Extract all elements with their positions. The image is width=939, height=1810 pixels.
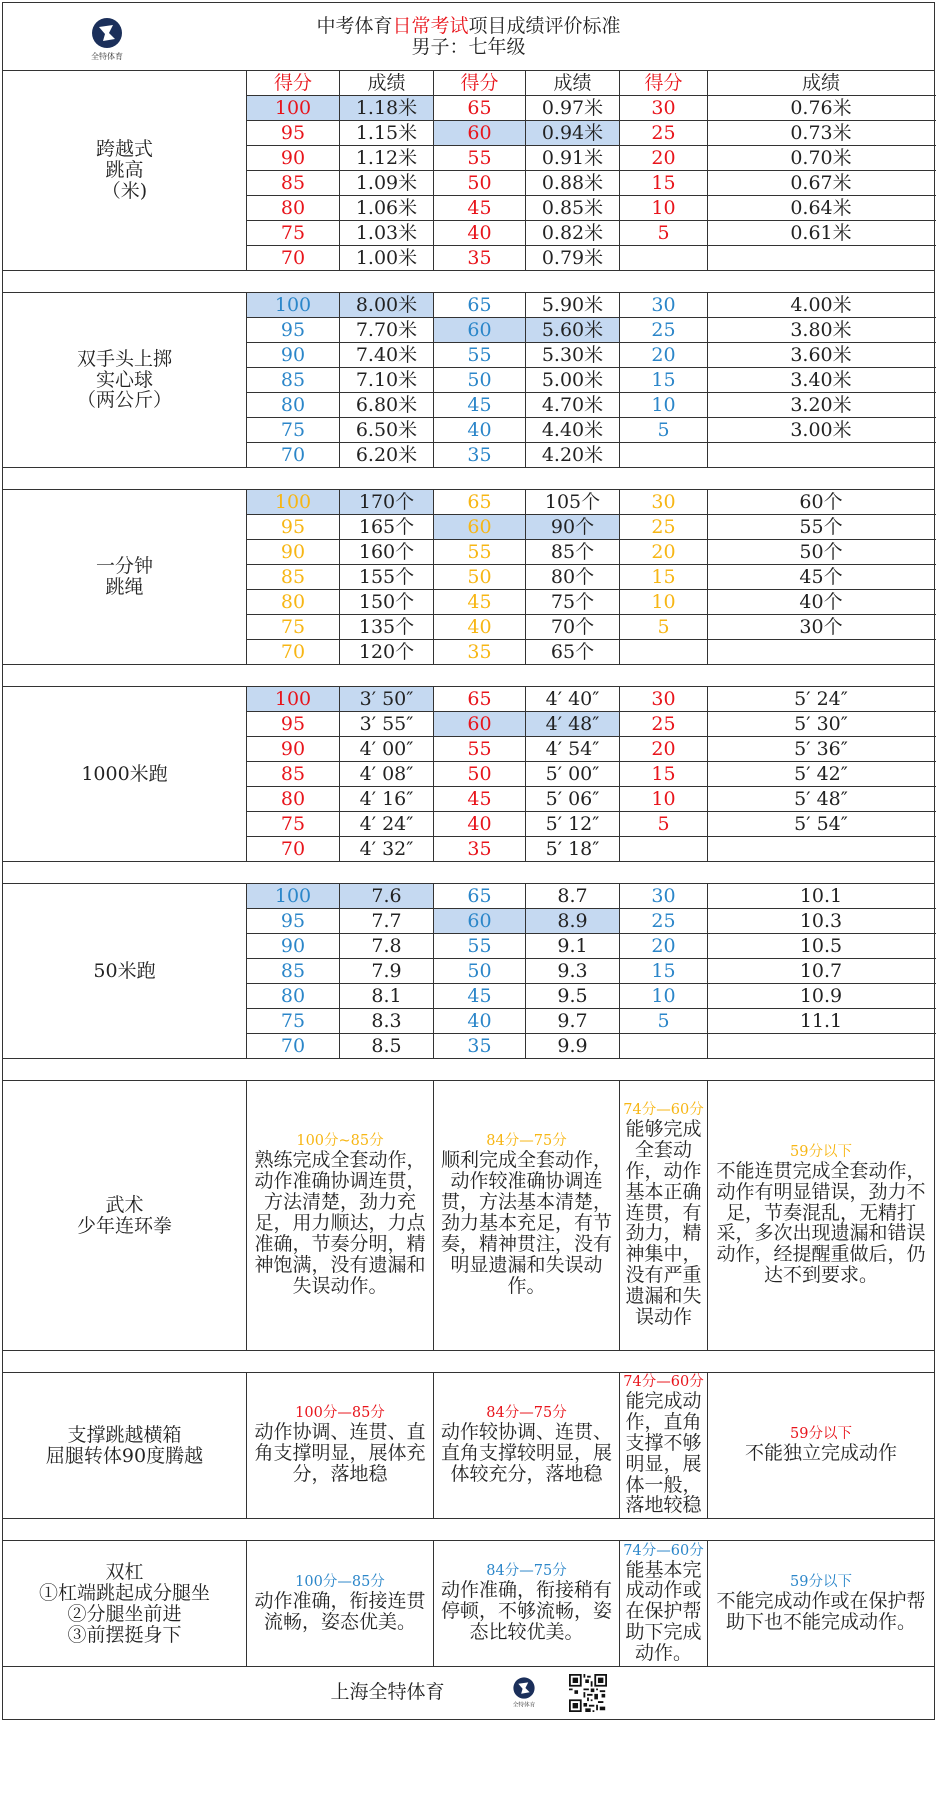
score-cell: 20 (620, 934, 708, 959)
grade-description (434, 1541, 620, 1667)
score-cell: 95 (247, 121, 340, 146)
result-cell: 0.91米 (526, 146, 620, 171)
brand-logo-icon (83, 15, 131, 65)
score-cell: 90 (247, 737, 340, 762)
event-label: 50米跑 (3, 884, 247, 1059)
grade-description (434, 1081, 620, 1351)
score-cell: 100 (247, 96, 340, 121)
score-header: 得分 (434, 71, 526, 96)
result-cell: 9.7 (526, 1009, 620, 1034)
section-spacer (3, 468, 935, 490)
result-cell: 4.70米 (526, 393, 620, 418)
result-cell: 75个 (526, 590, 620, 615)
result-cell: 4′ 54″ (526, 737, 620, 762)
result-cell: 65个 (526, 640, 620, 665)
result-cell: 0.64米 (708, 196, 935, 221)
result-cell: 55个 (708, 515, 935, 540)
score-cell (620, 246, 708, 271)
score-cell (620, 640, 708, 665)
score-cell: 90 (247, 934, 340, 959)
result-cell: 4′ 24″ (340, 812, 434, 837)
score-cell: 40 (434, 812, 526, 837)
result-cell: 1.18米 (340, 96, 434, 121)
score-cell: 55 (434, 737, 526, 762)
grade-description (708, 1541, 935, 1667)
event-label: 支撑跳越横箱 屈腿转体90度腾越 (3, 1373, 247, 1519)
score-cell: 35 (434, 246, 526, 271)
score-cell: 60 (434, 318, 526, 343)
grade-text: 能够完成全套动作，动作基本正确连贯，有劲力，精神集中，没有严重遗漏和失误动作 (625, 1118, 702, 1329)
result-cell: 5′ 18″ (526, 837, 620, 862)
grade-text: 顺利完成全套动作，动作较准确协调连贯，方法基本清楚，劲力基本充足，有节奏，精神贯注，没有明显遗漏和失误动作。 (440, 1149, 612, 1297)
score-cell (620, 443, 708, 468)
score-cell: 25 (620, 515, 708, 540)
result-cell: 80个 (526, 565, 620, 590)
score-cell: 45 (434, 787, 526, 812)
brand-logo-icon (507, 1675, 541, 1711)
score-cell: 80 (247, 787, 340, 812)
table-row (3, 884, 935, 909)
result-cell: 6.20米 (340, 443, 434, 468)
grade-range: 100分—85分 (295, 1405, 385, 1422)
result-cell: 90个 (526, 515, 620, 540)
result-cell: 4.20米 (526, 443, 620, 468)
grade-description (620, 1541, 708, 1667)
result-cell (708, 640, 935, 665)
result-cell: 8.7 (526, 884, 620, 909)
spacer-cell (3, 862, 935, 884)
result-cell: 10.3 (708, 909, 935, 934)
result-cell: 1.06米 (340, 196, 434, 221)
score-cell: 40 (434, 418, 526, 443)
event-label: 双杠 ①杠端跳起成分腿坐 ②分腿坐前进 ③前摆挺身下 (3, 1541, 247, 1667)
result-cell: 0.85米 (526, 196, 620, 221)
result-cell: 3.00米 (708, 418, 935, 443)
grade-range: 100分~85分 (296, 1133, 384, 1150)
score-cell: 85 (247, 368, 340, 393)
result-cell: 7.40米 (340, 343, 434, 368)
result-cell: 4′ 00″ (340, 737, 434, 762)
score-header: 得分 (247, 71, 340, 96)
result-cell: 0.79米 (526, 246, 620, 271)
page-header (3, 3, 935, 71)
grade-description (708, 1373, 935, 1519)
event-label: 一分钟 跳绳 (3, 490, 247, 665)
score-cell: 55 (434, 934, 526, 959)
result-header: 成绩 (340, 71, 434, 96)
score-cell: 5 (620, 418, 708, 443)
score-cell: 30 (620, 884, 708, 909)
score-cell: 25 (620, 121, 708, 146)
score-cell: 65 (434, 490, 526, 515)
result-cell: 1.12米 (340, 146, 434, 171)
score-cell: 35 (434, 443, 526, 468)
score-cell: 5 (620, 812, 708, 837)
svg-text:全特体育: 全特体育 (512, 1702, 535, 1709)
result-cell: 0.94米 (526, 121, 620, 146)
result-cell (708, 246, 935, 271)
grade-description (247, 1373, 434, 1519)
spacer-cell (3, 271, 935, 293)
score-cell: 5 (620, 1009, 708, 1034)
result-cell: 0.67米 (708, 171, 935, 196)
result-cell: 4′ 08″ (340, 762, 434, 787)
grade-text: 熟练完成全套动作，动作准确协调连贯，方法清楚，劲力充足，用力顺达，力点准确，节奏分明，精神饱满，没有遗漏和失误动作。 (254, 1149, 426, 1297)
result-cell: 150个 (340, 590, 434, 615)
score-cell: 80 (247, 196, 340, 221)
result-cell: 85个 (526, 540, 620, 565)
score-cell: 45 (434, 393, 526, 418)
score-cell: 15 (620, 171, 708, 196)
result-cell: 8.1 (340, 984, 434, 1009)
grade-text: 能基本完成动作或在保护帮助下完成动作。 (625, 1558, 702, 1665)
score-cell: 60 (434, 121, 526, 146)
result-cell: 5′ 36″ (708, 737, 935, 762)
score-cell: 50 (434, 959, 526, 984)
score-cell: 100 (247, 490, 340, 515)
page-footer (3, 1667, 935, 1720)
score-cell: 65 (434, 884, 526, 909)
score-cell: 45 (434, 590, 526, 615)
score-cell: 15 (620, 368, 708, 393)
score-cell: 80 (247, 393, 340, 418)
grade-range: 100分—85分 (295, 1573, 385, 1590)
score-cell: 30 (620, 687, 708, 712)
result-cell: 8.00米 (340, 293, 434, 318)
result-cell: 5′ 54″ (708, 812, 935, 837)
grade-text: 动作准确，衔接连贯流畅，姿态优美。 (254, 1589, 426, 1633)
score-cell: 30 (620, 293, 708, 318)
result-cell: 9.1 (526, 934, 620, 959)
result-cell: 40个 (708, 590, 935, 615)
svg-text:全特体育: 全特体育 (91, 52, 123, 61)
spacer-cell (3, 468, 935, 490)
score-cell: 95 (247, 318, 340, 343)
grade-range: 74分—60分 (623, 1374, 704, 1390)
score-cell: 50 (434, 565, 526, 590)
result-cell: 0.73米 (708, 121, 935, 146)
grade-text: 动作协调、连贯、直角支撑明显，展体充分，落地稳 (254, 1421, 426, 1486)
result-cell: 7.6 (340, 884, 434, 909)
grade-range: 59分以下 (790, 1573, 852, 1590)
result-cell: 135个 (340, 615, 434, 640)
score-cell: 25 (620, 909, 708, 934)
score-cell: 35 (434, 640, 526, 665)
event-label: 双手头上掷 实心球 （两公斤） (3, 293, 247, 468)
result-cell: 3.40米 (708, 368, 935, 393)
result-cell: 9.3 (526, 959, 620, 984)
result-cell: 105个 (526, 490, 620, 515)
result-cell: 45个 (708, 565, 935, 590)
score-cell: 100 (247, 884, 340, 909)
score-cell: 75 (247, 221, 340, 246)
result-cell: 0.61米 (708, 221, 935, 246)
score-cell: 60 (434, 515, 526, 540)
result-header: 成绩 (526, 71, 620, 96)
score-cell: 55 (434, 540, 526, 565)
section-spacer (3, 1519, 935, 1541)
score-cell: 10 (620, 393, 708, 418)
result-cell: 155个 (340, 565, 434, 590)
score-header: 得分 (620, 71, 708, 96)
score-cell: 75 (247, 1009, 340, 1034)
page-subtitle: 男子：七年级 (411, 35, 526, 58)
score-standard-sheet (2, 2, 934, 1720)
score-cell: 25 (620, 712, 708, 737)
score-cell (620, 1034, 708, 1059)
grade-range: 74分—60分 (623, 1102, 704, 1119)
result-cell: 4′ 16″ (340, 787, 434, 812)
result-cell: 5′ 24″ (708, 687, 935, 712)
score-cell: 60 (434, 909, 526, 934)
skill-row (3, 1081, 935, 1351)
grade-text: 不能独立完成动作 (744, 1442, 897, 1465)
result-cell: 4′ 40″ (526, 687, 620, 712)
score-cell: 20 (620, 146, 708, 171)
result-cell: 5.60米 (526, 318, 620, 343)
grade-range: 84分—75分 (486, 1133, 567, 1150)
result-header: 成绩 (708, 71, 935, 96)
result-cell: 70个 (526, 615, 620, 640)
result-cell: 5.90米 (526, 293, 620, 318)
result-cell: 0.76米 (708, 96, 935, 121)
score-cell: 15 (620, 762, 708, 787)
score-cell: 45 (434, 984, 526, 1009)
spacer-cell (3, 1351, 935, 1373)
grade-description (620, 1373, 708, 1519)
section-spacer (3, 1059, 935, 1081)
result-cell: 6.80米 (340, 393, 434, 418)
grade-range: 84分—75分 (486, 1405, 567, 1422)
table-row (3, 687, 935, 712)
grade-description (708, 1081, 935, 1351)
score-cell: 85 (247, 762, 340, 787)
score-cell: 45 (434, 196, 526, 221)
score-cell: 40 (434, 1009, 526, 1034)
result-cell: 3.60米 (708, 343, 935, 368)
score-cell: 65 (434, 96, 526, 121)
score-cell: 85 (247, 565, 340, 590)
result-cell: 8.9 (526, 909, 620, 934)
result-cell: 5′ 00″ (526, 762, 620, 787)
result-cell: 170个 (340, 490, 434, 515)
result-cell: 7.7 (340, 909, 434, 934)
result-cell: 0.82米 (526, 221, 620, 246)
score-cell: 30 (620, 490, 708, 515)
result-cell: 1.09米 (340, 171, 434, 196)
score-cell: 60 (434, 712, 526, 737)
footer-row (3, 1667, 935, 1720)
result-cell: 10.1 (708, 884, 935, 909)
result-cell: 6.50米 (340, 418, 434, 443)
grade-description (620, 1081, 708, 1351)
result-cell (708, 837, 935, 862)
result-cell: 7.70米 (340, 318, 434, 343)
event-label: 跨越式 跳高 （米) (3, 71, 247, 271)
score-cell: 10 (620, 196, 708, 221)
score-cell: 100 (247, 687, 340, 712)
result-cell: 11.1 (708, 1009, 935, 1034)
result-cell: 120个 (340, 640, 434, 665)
result-cell: 7.9 (340, 959, 434, 984)
qr-code-icon (569, 1674, 607, 1712)
score-cell: 55 (434, 343, 526, 368)
score-cell: 5 (620, 221, 708, 246)
result-cell: 9.9 (526, 1034, 620, 1059)
score-cell: 50 (434, 171, 526, 196)
score-cell: 65 (434, 687, 526, 712)
table-row (3, 490, 935, 515)
score-cell: 80 (247, 590, 340, 615)
score-table (2, 2, 935, 1720)
score-cell: 70 (247, 1034, 340, 1059)
score-cell (620, 837, 708, 862)
grade-range: 59分以下 (790, 1143, 852, 1160)
spacer-cell (3, 1059, 935, 1081)
score-cell: 40 (434, 615, 526, 640)
result-cell: 8.5 (340, 1034, 434, 1059)
score-cell: 90 (247, 540, 340, 565)
score-cell: 100 (247, 293, 340, 318)
result-cell: 3′ 55″ (340, 712, 434, 737)
result-cell: 160个 (340, 540, 434, 565)
result-cell: 1.15米 (340, 121, 434, 146)
score-cell: 65 (434, 293, 526, 318)
score-cell: 70 (247, 837, 340, 862)
score-cell: 75 (247, 812, 340, 837)
section-spacer (3, 665, 935, 687)
result-cell (708, 1034, 935, 1059)
grade-description (434, 1373, 620, 1519)
section-spacer (3, 1351, 935, 1373)
result-cell (708, 443, 935, 468)
score-cell: 5 (620, 615, 708, 640)
result-cell: 4.00米 (708, 293, 935, 318)
result-cell: 10.5 (708, 934, 935, 959)
score-cell: 20 (620, 343, 708, 368)
grade-range: 59分以下 (790, 1426, 852, 1443)
score-cell: 15 (620, 959, 708, 984)
score-cell: 85 (247, 171, 340, 196)
skill-row (3, 1541, 935, 1667)
score-cell: 20 (620, 737, 708, 762)
result-cell: 50个 (708, 540, 935, 565)
grade-text: 能完成动作，直角支撑不够明显，展体一般，落地较稳 (625, 1389, 702, 1517)
score-cell: 35 (434, 837, 526, 862)
result-cell: 0.70米 (708, 146, 935, 171)
result-cell: 4.40米 (526, 418, 620, 443)
result-cell: 7.10米 (340, 368, 434, 393)
result-cell: 3.20米 (708, 393, 935, 418)
result-cell: 8.3 (340, 1009, 434, 1034)
result-cell: 60个 (708, 490, 935, 515)
result-cell: 5′ 12″ (526, 812, 620, 837)
score-cell: 70 (247, 640, 340, 665)
grade-text: 不能完成动作或在保护帮助下也不能完成动作。 (716, 1589, 926, 1633)
result-cell: 5′ 30″ (708, 712, 935, 737)
grade-text: 不能连贯完成全套动作，动作有明显错误，劲力不足，节奏混乱，无精打采，多次出现遗漏和错误动作，经提醒重做后，仍达不到要求。 (716, 1159, 926, 1287)
grade-range: 74分—60分 (623, 1542, 704, 1559)
score-cell: 90 (247, 146, 340, 171)
score-cell: 95 (247, 712, 340, 737)
score-cell: 95 (247, 909, 340, 934)
score-cell: 70 (247, 443, 340, 468)
score-cell: 80 (247, 984, 340, 1009)
score-cell: 75 (247, 418, 340, 443)
score-cell: 50 (434, 368, 526, 393)
score-cell: 95 (247, 515, 340, 540)
score-cell: 10 (620, 590, 708, 615)
section-spacer (3, 271, 935, 293)
event-label: 武术 少年连环拳 (3, 1081, 247, 1351)
score-cell: 10 (620, 984, 708, 1009)
grade-text: 动作准确，衔接稍有停顿，不够流畅，姿态比较优美。 (440, 1579, 612, 1644)
score-cell: 10 (620, 787, 708, 812)
score-cell: 70 (247, 246, 340, 271)
spacer-cell (3, 665, 935, 687)
result-cell: 165个 (340, 515, 434, 540)
result-cell: 3′ 50″ (340, 687, 434, 712)
score-cell: 25 (620, 318, 708, 343)
result-cell: 1.00米 (340, 246, 434, 271)
result-cell: 0.97米 (526, 96, 620, 121)
result-cell: 0.88米 (526, 171, 620, 196)
spacer-cell (3, 1519, 935, 1541)
result-cell: 1.03米 (340, 221, 434, 246)
result-cell: 3.80米 (708, 318, 935, 343)
skill-row (3, 1373, 935, 1519)
score-cell: 15 (620, 565, 708, 590)
result-cell: 5′ 06″ (526, 787, 620, 812)
result-cell: 4′ 32″ (340, 837, 434, 862)
grade-description (247, 1541, 434, 1667)
score-cell: 30 (620, 96, 708, 121)
score-cell: 85 (247, 959, 340, 984)
grade-text: 动作较协调、连贯、直角支撑较明显，展体较充分，落地稳 (440, 1421, 612, 1486)
table-row (3, 293, 935, 318)
column-header-row (3, 71, 935, 96)
footer-text: 上海全特体育 (330, 1681, 445, 1704)
result-cell: 30个 (708, 615, 935, 640)
result-cell: 4′ 48″ (526, 712, 620, 737)
grade-range: 84分—75分 (486, 1563, 567, 1580)
result-cell: 10.9 (708, 984, 935, 1009)
result-cell: 9.5 (526, 984, 620, 1009)
result-cell: 5′ 42″ (708, 762, 935, 787)
score-cell: 20 (620, 540, 708, 565)
score-cell: 75 (247, 615, 340, 640)
result-cell: 10.7 (708, 959, 935, 984)
page-title: 中考体育日常考试项目成绩评价标准 (316, 14, 621, 37)
result-cell: 5′ 48″ (708, 787, 935, 812)
score-cell: 50 (434, 762, 526, 787)
score-cell: 35 (434, 1034, 526, 1059)
score-cell: 90 (247, 343, 340, 368)
event-label: 1000米跑 (3, 687, 247, 862)
grade-description (247, 1081, 434, 1351)
score-cell: 40 (434, 221, 526, 246)
result-cell: 5.30米 (526, 343, 620, 368)
result-cell: 5.00米 (526, 368, 620, 393)
score-cell: 55 (434, 146, 526, 171)
section-spacer (3, 862, 935, 884)
result-cell: 7.8 (340, 934, 434, 959)
